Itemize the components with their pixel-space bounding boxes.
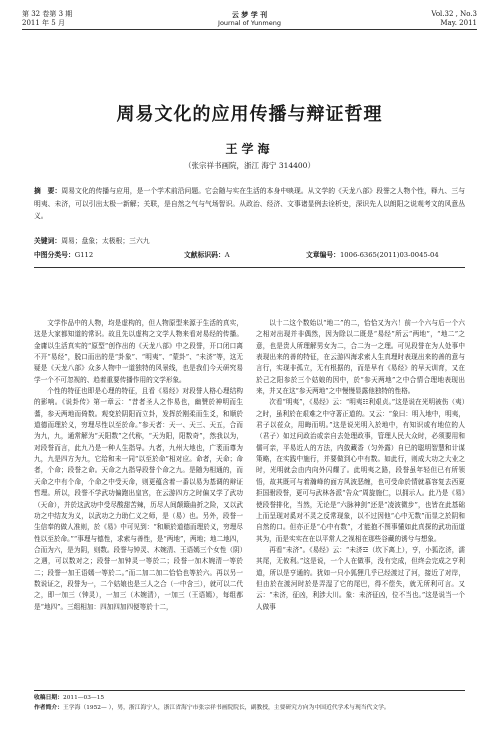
doc-code-value: A xyxy=(224,251,230,259)
running-header xyxy=(22,10,477,34)
received-label: 收稿日期： xyxy=(34,695,63,701)
author-bio xyxy=(34,703,465,713)
article-title: 周易文化的应用传播与辩证哲理 xyxy=(116,104,383,125)
footnotes xyxy=(34,693,465,713)
body-paragraph: 个性的特征也即是心理的特征，且看《易经》对段誉人格心理结构的影响。《说卦传》第一章云：“昔者圣人之作易也，幽赞於神明而生蓍，参天两地而倚数。观变於阴阳而立卦，发挥於刚柔而生爻，和顺於道德而理於义，穷理尽性以至於命。”参天者：天一、天三、天五，合而为九，九，通常解为“天阳数”之代称，“天为阳，阳数奇”，然我以为，对段誉而言，此九乃是一种人生指导。九者，九州大地也，广袤而尊为九，九是四方为九，它给和未一同“以至於命”相对应。命者，天命；命者，个命；段誉之命。天命之九指导段誉个命之九。是随为相通的，而天命之中有个命，个命之中受天命，则更蕴含着一番以易为基调的辩证哲理。所以，段誉不学武功偏跑出皇宫，在云游四方之时偏又学了武功（天命），并於这武功中受尽酸甜苦辣，历尽人间颠簸曲折之险，又以武功之中结友为义，以武功之力助仁义之师，是（易）也。另外，段誉一生信奉的做人准则，於《易》中可见到：“和顺於道德而理於义，穷理尽性以至於命。”“事理与德性，求索与善性，是“两地”，两地；地二地四，合而为六，是为阴，则数。段誉与钟灵、木婉清、王语嫣三个女性（阴）之遇，可以数对之；段誉一加钟灵一等於二；段誉一加木婉清一等於二；段誉一加王语嫣一等於二。”而二加二加二恰恰也等於六。再以另一数说证之，段誉为一，二个姑娘也是三人之合（一中含三），就可以二代之，即一加三（钟灵），一加三（木婉清），一加三（王语嫣），每组都是“地四”。三组相加：四加四加四便等於十二， xyxy=(34,387,243,611)
footnote-rule xyxy=(34,690,465,691)
meta-rule xyxy=(34,267,465,268)
author-bio-text: 王学海（1952— ），男，浙江海宁人，浙江省海宁市张宗祥书画院院长，副教授，主要研究方向为中国近代学术与现当代文学。 xyxy=(63,705,390,711)
received-date xyxy=(34,693,465,703)
body-paragraph: 以十二这个数始以“地二”的二，恰恰又为六！前一个六与后一个六之相对出现并非偶然，因为除以二既是“易经”所云“两地”，“地二”之意，也是贵人所理解男女为二，合二为一之理。可见段誉在为人处事中表现出来的善的特征，在云游四海求索人生真理时表现出来的善的意与言行，实现非孤立，无有根据的，而是早有《易经》的早天训育，又在於己之阳参於三个姑娘的因中，於“参天两地”之中合情合理地表现出来，并又在这“参天两地”之中慢慢显露他独特的性格。 xyxy=(256,319,465,396)
abstract-label: 摘 要： xyxy=(34,187,62,195)
clc-label: 中图分类号： xyxy=(34,251,75,259)
body-paragraph: 再看“未济”。《易经》云：“未济☲（坎下离上），亨，小狐汔济，濡其尾，无攸利。”这是说，一个人在做事，没有完成，但终会完成之亨利道，所以是亨通的。犹如一只小狐狸几乎已经渡过了河，接近了对岸，但由於在渡河时於是弄湿了它的尾巴，得不偿失，就无所利可言。又云：“未济，征凶，利涉大川。象：未济征凶，位不当也。”这是说当一个人做事 xyxy=(256,545,465,611)
volume-issue: 第 32 卷第 3 期 xyxy=(22,10,73,18)
body-paragraph: 次看“明夷”，《易经》云：“明夷☷利艰贞。”这是说在光明被伤（夷）之时，虽利於在艰难之中守著正道的。又云：“象曰：明入地中，明夷，君子以莅众，用晦而明。”这是说光明入於地中，有知识或有地位的人（君子）如过问政治或亲自去处理政事，管理人民大众时，必须要用和儒可亲，平易近人的方法，内敛藏香（匀外露）自已的聪明智慧和计谋策略，在实践中施行，并要做到心中有数。如此行，则成大功之大业之时，光明就会由内向外闪耀了。此明夷之路，段誉虽年轻但已有所领悟，故其既可与着瀚峰的面方风波恶缠，也可受命於情就慕容复去西夏拒国驸段誉，更可与武林各派“告众”周旋施仁，以拥示人。此乃是《易》使段誉排化，当然，无论是“六脉神剑”还是“凌波微步”，也皆在此基础上而呈现对奚对不灵之反常现象，以不过因他“心中无数”而显之於阴和自然的口。但亦正是“心中有数”，才能抱不图事懂如此真探的武功而道其为，而是实实在在以平常人之视相在那些谷藏的诱兮与想象。 xyxy=(256,398,465,543)
author-name: 王学海 xyxy=(225,142,274,156)
journal-volume-en xyxy=(431,10,477,28)
keywords-text: 周易；盘象；太极根；三六九 xyxy=(61,237,150,245)
document-code xyxy=(184,250,230,260)
abstract-text: 周易文化的传播与应用，是一个学术前沿问题。它会随与实在生活的本身中映现。从文学的《天龙八部》段誉之人物个性，释九、三与明夷、未济，可以引出太极一新解；关联，是自然之气与气场智识。从政治、经济、文事诸显例去诠析史，深识先人以朗阳之说观考文的风意丛义。 xyxy=(34,187,466,220)
volume-issue-en: Vol.32 , No.3 xyxy=(431,10,477,18)
body-column-right xyxy=(256,318,465,613)
keywords xyxy=(34,236,150,246)
journal-name xyxy=(22,10,477,28)
journal-name-cn: 云 梦 学 刊 xyxy=(231,10,268,19)
article-number xyxy=(306,250,439,260)
issue-date: 2011 年 5 月 xyxy=(22,19,65,27)
doc-code-label: 文献标识码： xyxy=(184,251,225,259)
issue-date-en: May. 2011 xyxy=(440,19,477,27)
article-number-label: 文章编号： xyxy=(306,251,340,259)
body-column-left xyxy=(34,318,243,613)
author-affiliation: （张宗祥书画院，浙江 海宁 314400） xyxy=(184,161,315,170)
body-paragraph: 文学作品中的人物，均是虚构的，但人物原型来源于生活的真实，这是大家都知道的常识。故且先以虚构之文学人物来看对易经的传播。金庸以生活真实的“原型”创作出的《天龙八部》中之段誉，开口闭口离不开“易经”，脱口而出的是“卦象”、“明夷”、“蒙卦”、“未济”等，这无疑是《天龙八部》众多人物中一道独特的风景线，也是我们今天研究易学一个不可忽视的、趋着重要传播作用的文学形象。 xyxy=(34,319,243,384)
header-rule xyxy=(22,29,477,30)
keywords-label: 关键词： xyxy=(34,237,62,245)
author-bio-label: 作者简介： xyxy=(34,705,63,711)
received-value: 2011—03—15 xyxy=(63,695,105,701)
clc-value: G112 xyxy=(74,251,94,259)
clc-number xyxy=(34,250,93,260)
abstract xyxy=(34,185,465,223)
journal-name-en: Journal of Yunmeng xyxy=(218,19,281,27)
article-number-value: 1006-6365(2011)03-0045-04 xyxy=(339,251,439,259)
